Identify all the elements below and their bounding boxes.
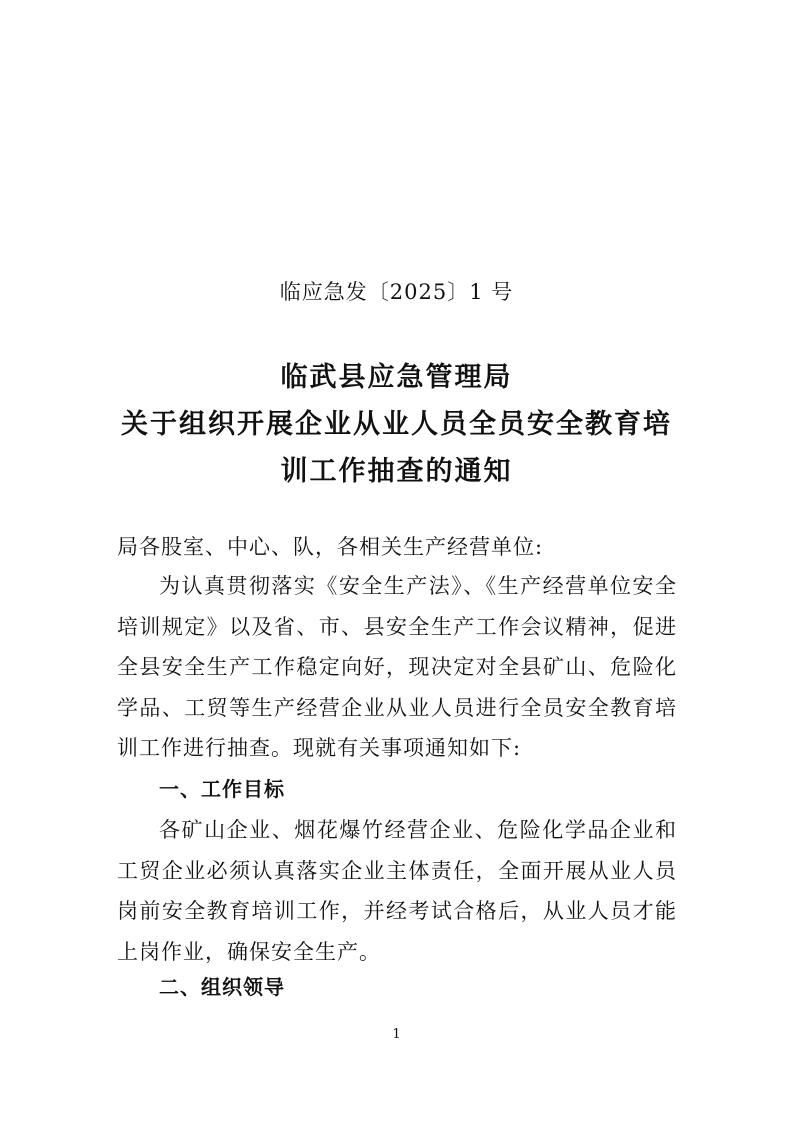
- addressee: 局各股室、中心、队，各相关生产经营单位:: [117, 535, 544, 559]
- section-heading-organization: 二、组织领导: [159, 975, 285, 999]
- intro-paragraph: 为认真贯彻落实《安全生产法》、《生产经营单位安全培训规定》以及省、市、县安全生产工作会议精神，促进全县安全生产工作稳定向好，现决定对全县矿山、危险化学品、工贸等生产经营企业从业人员进行全员安全教育培训工作进行抽查。现就有关事项通知如下:: [117, 574, 677, 760]
- document-number: 临应急发〔2025〕1 号: [279, 280, 514, 304]
- page-number: 1: [392, 1027, 401, 1042]
- section-heading-work-goals: 一、工作目标: [159, 777, 285, 801]
- title-line-2: 关于组织开展企业从业人员全员安全教育培: [121, 409, 672, 440]
- title-line-3: 训工作抽查的通知: [280, 456, 513, 487]
- title-line-1: 临武县应急管理局: [280, 362, 513, 393]
- work-goals-paragraph: 各矿山企业、烟花爆竹经营企业、危险化学品企业和工贸企业必须认真落实企业主体责任，全面开展从业人员岗前安全教育培训工作，并经考试合格后，从业人员才能上岗作业，确保安全生产。: [117, 818, 677, 964]
